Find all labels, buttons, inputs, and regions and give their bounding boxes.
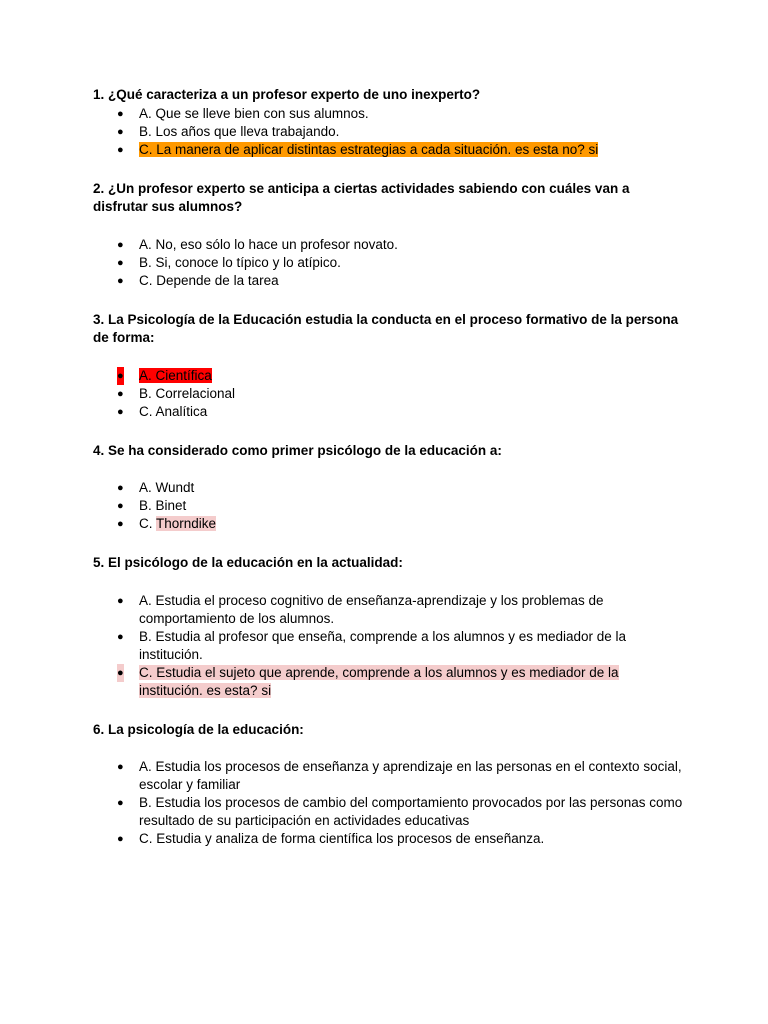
bullet-icon: ● (117, 107, 124, 120)
option-list (93, 592, 683, 700)
option-c (93, 141, 683, 159)
bullet-icon: ● (117, 630, 124, 643)
option-list (93, 479, 683, 533)
option-b (93, 794, 683, 830)
bullet-icon: ● (117, 500, 124, 512)
option-list (93, 367, 683, 421)
highlighted-answer: Thorndike (156, 516, 217, 531)
question-4 (93, 442, 683, 534)
bullet-icon: ● (117, 833, 124, 845)
question-1 (93, 86, 683, 159)
option-text: B. Si, conoce lo típico y lo atípico. (139, 254, 341, 270)
question-title: 4. Se ha considerado como primer psicólogo de la educación a: (93, 442, 502, 458)
option-text: A. Estudia los procesos de enseñanza y aprendizaje en las personas en el contexto social, escolar y familiar (139, 759, 682, 792)
document-body (93, 86, 683, 848)
bullet-icon: ● (117, 125, 124, 138)
option-text: A. Wundt (139, 480, 195, 495)
bullet-icon: ● (117, 238, 124, 251)
option-text: B. Estudia al profesor que enseña, comprende a los alumnos y es mediador de la institución. (139, 628, 627, 662)
option-c (93, 515, 683, 533)
bullet-icon: ● (117, 761, 124, 773)
highlighted-answer (117, 664, 619, 698)
option-a (93, 592, 683, 628)
option-list (93, 758, 683, 848)
option-a (93, 236, 683, 254)
option-a (93, 479, 683, 497)
question-title: 6. La psicología de la educación: (93, 721, 304, 737)
option-b (93, 123, 683, 141)
option-text: A. Estudia el proceso cognitivo de enseñanza-aprendizaje y los problemas de comportamiento de los alumnos. (139, 592, 604, 626)
bullet-icon: ● (117, 274, 124, 287)
option-text: A. Que se lleve bien con sus alumnos. (139, 105, 369, 121)
option-b (93, 628, 683, 664)
option-a (93, 367, 683, 385)
option-a (93, 758, 683, 794)
option-list (93, 105, 683, 159)
question-title: 1. ¿Qué caracteriza a un profesor experto de uno inexperto? (93, 87, 481, 102)
option-text: B. Estudia los procesos de cambio del comportamiento provocados por las personas como resultado de su participación en actividades educativas (139, 795, 683, 828)
bullet-icon: ● (117, 594, 124, 607)
option-text: C. La manera de aplicar distintas estrategias a cada situación. es esta no? si (139, 141, 599, 157)
question-title: 3. La Psicología de la Educación estudia la conducta en el proceso formativo de la persona de forma: (93, 311, 679, 345)
bullet-icon: ● (117, 405, 124, 418)
highlighted-answer (117, 141, 599, 157)
question-6 (93, 721, 683, 849)
option-a (93, 105, 683, 123)
option-text: B. Binet (139, 498, 187, 513)
bullet-icon: ● (117, 518, 124, 530)
option-c (93, 664, 683, 700)
option-prefix: C. (139, 516, 157, 531)
option-c (93, 403, 683, 421)
question-2 (93, 180, 683, 290)
option-list (93, 236, 683, 290)
bullet-icon: ● (117, 482, 124, 494)
bullet-icon: ● (117, 387, 124, 400)
option-c (93, 830, 683, 848)
option-b (93, 497, 683, 515)
question-title: 2. ¿Un profesor experto se anticipa a ciertas actividades sabiendo con cuáles van a disfrutar sus alumnos? (93, 180, 630, 214)
bullet-icon: ● (117, 143, 124, 156)
option-text: A. Científica (139, 367, 212, 383)
bullet-icon: ● (117, 256, 124, 269)
bullet-icon: ● (117, 664, 124, 682)
option-text: B. Los años que lleva trabajando. (139, 123, 340, 139)
question-title: 5. El psicólogo de la educación en la actualidad: (93, 555, 403, 570)
option-c (93, 272, 683, 290)
option-text: C. Analítica (139, 403, 208, 419)
option-b (93, 385, 683, 403)
bullet-icon: ● (117, 367, 124, 385)
option-text: C. Estudia y analiza de forma científica los procesos de enseñanza. (139, 831, 545, 846)
question-5 (93, 554, 683, 700)
option-text: A. No, eso sólo lo hace un profesor novato. (139, 236, 398, 252)
bullet-icon: ● (117, 797, 124, 809)
highlighted-answer (117, 367, 212, 383)
option-text: C. Depende de la tarea (139, 272, 279, 288)
option-b (93, 254, 683, 272)
question-3 (93, 311, 683, 421)
option-text: C. Estudia el sujeto que aprende, comprende a los alumnos y es mediador de la institución. es esta? si (139, 664, 619, 698)
option-text: B. Correlacional (139, 385, 236, 401)
